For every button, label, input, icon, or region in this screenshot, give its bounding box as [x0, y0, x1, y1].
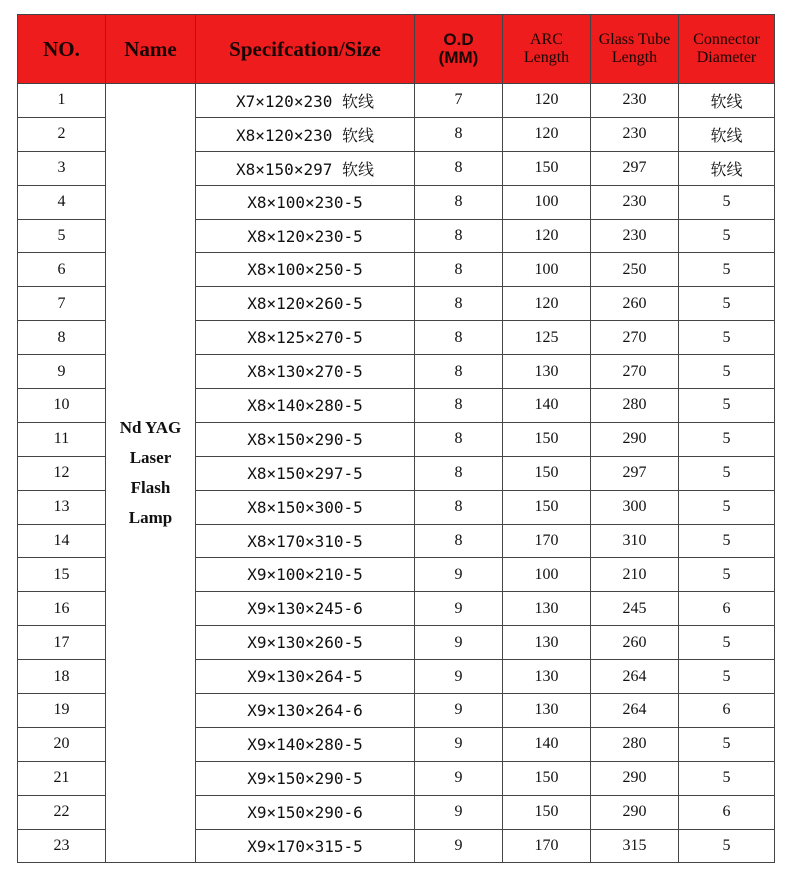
- cell-glass-tube-length: 250: [591, 253, 679, 287]
- cell-glass-tube-length: 280: [591, 389, 679, 423]
- cell-connector-diameter: 软线: [679, 151, 775, 185]
- cell-glass-tube-length: 297: [591, 456, 679, 490]
- cell-od: 8: [415, 253, 503, 287]
- cell-no: 3: [18, 151, 106, 185]
- product-name-line1: Nd YAG: [119, 418, 182, 438]
- cell-od: 9: [415, 829, 503, 863]
- header-od-line1: O.D: [443, 30, 474, 50]
- header-conn-line1: Connector: [693, 31, 760, 49]
- cell-connector-diameter: 5: [679, 558, 775, 592]
- cell-connector-diameter: 5: [679, 660, 775, 694]
- cell-connector-diameter: 5: [679, 422, 775, 456]
- cell-connector-diameter: 5: [679, 524, 775, 558]
- cell-no: 12: [18, 456, 106, 490]
- cell-glass-tube-length: 264: [591, 694, 679, 728]
- cell-no: 5: [18, 219, 106, 253]
- cell-arc-length: 150: [503, 422, 591, 456]
- cell-connector-diameter: 软线: [679, 117, 775, 151]
- header-od-line2: (MM): [438, 48, 479, 67]
- cell-od: 8: [415, 117, 503, 151]
- cell-glass-tube-length: 230: [591, 84, 679, 118]
- cell-od: 8: [415, 389, 503, 423]
- cell-no: 11: [18, 422, 106, 456]
- header-spec: Specifcation/Size: [196, 15, 415, 84]
- cell-arc-length: 120: [503, 84, 591, 118]
- cell-connector-diameter: 5: [679, 626, 775, 660]
- cell-arc-length: 150: [503, 490, 591, 524]
- cell-glass-tube-length: 230: [591, 117, 679, 151]
- cell-od: 8: [415, 287, 503, 321]
- cell-no: 21: [18, 761, 106, 795]
- cell-od: 8: [415, 524, 503, 558]
- header-name: Name: [106, 15, 196, 84]
- cell-no: 4: [18, 185, 106, 219]
- cell-no: 7: [18, 287, 106, 321]
- cell-glass-tube-length: 230: [591, 219, 679, 253]
- cell-arc-length: 100: [503, 558, 591, 592]
- cell-od: 8: [415, 456, 503, 490]
- cell-no: 2: [18, 117, 106, 151]
- cell-spec: X8×140×280-5: [196, 389, 415, 423]
- cell-arc-length: 150: [503, 456, 591, 490]
- product-name-cell: [106, 84, 196, 863]
- cell-od: 9: [415, 694, 503, 728]
- cell-arc-length: 120: [503, 287, 591, 321]
- cell-spec: X9×100×210-5: [196, 558, 415, 592]
- flash-lamp-spec-table: [17, 14, 775, 863]
- cell-arc-length: 120: [503, 219, 591, 253]
- header-no: NO.: [18, 15, 106, 84]
- cell-spec: X8×125×270-5: [196, 321, 415, 355]
- cell-glass-tube-length: 290: [591, 795, 679, 829]
- product-name-line3: Flash: [130, 478, 171, 498]
- table-row: [18, 84, 775, 118]
- header-arc-line1: ARC: [530, 31, 563, 49]
- cell-connector-diameter: 6: [679, 592, 775, 626]
- cell-connector-diameter: 6: [679, 694, 775, 728]
- cell-od: 9: [415, 761, 503, 795]
- cell-connector-diameter: 5: [679, 185, 775, 219]
- cell-connector-diameter: 5: [679, 219, 775, 253]
- cell-no: 9: [18, 355, 106, 389]
- header-arc-length: [503, 15, 591, 84]
- cell-connector-diameter: 5: [679, 253, 775, 287]
- cell-spec: X8×130×270-5: [196, 355, 415, 389]
- cell-connector-diameter: 5: [679, 355, 775, 389]
- header-conn-line2: Diameter: [696, 49, 757, 66]
- cell-connector-diameter: 5: [679, 829, 775, 863]
- cell-connector-diameter: 5: [679, 287, 775, 321]
- cell-glass-tube-length: 297: [591, 151, 679, 185]
- cell-no: 1: [18, 84, 106, 118]
- header-od: [415, 15, 503, 84]
- cell-spec: X8×120×230-5: [196, 219, 415, 253]
- cell-no: 20: [18, 727, 106, 761]
- cell-spec: X8×150×297 软线: [196, 151, 415, 185]
- cell-od: 8: [415, 490, 503, 524]
- cell-arc-length: 130: [503, 694, 591, 728]
- cell-glass-tube-length: 280: [591, 727, 679, 761]
- cell-connector-diameter: 5: [679, 761, 775, 795]
- cell-spec: X9×130×264-6: [196, 694, 415, 728]
- cell-od: 9: [415, 660, 503, 694]
- cell-glass-tube-length: 300: [591, 490, 679, 524]
- cell-glass-tube-length: 260: [591, 626, 679, 660]
- cell-glass-tube-length: 290: [591, 422, 679, 456]
- cell-arc-length: 170: [503, 524, 591, 558]
- cell-arc-length: 140: [503, 727, 591, 761]
- cell-no: 13: [18, 490, 106, 524]
- header-connector-diameter: [679, 15, 775, 84]
- cell-arc-length: 120: [503, 117, 591, 151]
- cell-glass-tube-length: 264: [591, 660, 679, 694]
- cell-connector-diameter: 软线: [679, 84, 775, 118]
- cell-no: 14: [18, 524, 106, 558]
- cell-arc-length: 100: [503, 253, 591, 287]
- cell-spec: X8×100×230-5: [196, 185, 415, 219]
- cell-spec: X9×150×290-5: [196, 761, 415, 795]
- cell-arc-length: 150: [503, 151, 591, 185]
- cell-od: 9: [415, 592, 503, 626]
- cell-spec: X8×100×250-5: [196, 253, 415, 287]
- cell-arc-length: 150: [503, 761, 591, 795]
- header-glass-line1: Glass Tube: [598, 31, 671, 49]
- cell-spec: X8×150×290-5: [196, 422, 415, 456]
- cell-arc-length: 140: [503, 389, 591, 423]
- cell-od: 8: [415, 422, 503, 456]
- cell-glass-tube-length: 315: [591, 829, 679, 863]
- cell-od: 8: [415, 151, 503, 185]
- cell-connector-diameter: 5: [679, 456, 775, 490]
- cell-arc-length: 130: [503, 355, 591, 389]
- cell-glass-tube-length: 245: [591, 592, 679, 626]
- cell-od: 8: [415, 321, 503, 355]
- cell-arc-length: 125: [503, 321, 591, 355]
- cell-od: 9: [415, 558, 503, 592]
- cell-no: 16: [18, 592, 106, 626]
- cell-no: 8: [18, 321, 106, 355]
- cell-od: 8: [415, 355, 503, 389]
- cell-connector-diameter: 5: [679, 389, 775, 423]
- cell-spec: X9×140×280-5: [196, 727, 415, 761]
- cell-spec: X7×120×230 软线: [196, 84, 415, 118]
- header-row: [18, 15, 775, 84]
- header-glass-tube-length: [591, 15, 679, 84]
- cell-no: 10: [18, 389, 106, 423]
- cell-od: 9: [415, 626, 503, 660]
- header-arc-line2: Length: [523, 49, 570, 66]
- cell-no: 15: [18, 558, 106, 592]
- cell-arc-length: 130: [503, 592, 591, 626]
- cell-connector-diameter: 5: [679, 727, 775, 761]
- cell-glass-tube-length: 230: [591, 185, 679, 219]
- cell-glass-tube-length: 260: [591, 287, 679, 321]
- cell-spec: X8×150×297-5: [196, 456, 415, 490]
- cell-no: 22: [18, 795, 106, 829]
- cell-spec: X9×130×245-6: [196, 592, 415, 626]
- cell-glass-tube-length: 210: [591, 558, 679, 592]
- cell-arc-length: 150: [503, 795, 591, 829]
- cell-arc-length: 100: [503, 185, 591, 219]
- cell-glass-tube-length: 310: [591, 524, 679, 558]
- cell-glass-tube-length: 290: [591, 761, 679, 795]
- product-name-line4: Lamp: [128, 508, 173, 528]
- header-glass-line2: Length: [611, 49, 658, 66]
- cell-spec: X8×170×310-5: [196, 524, 415, 558]
- cell-spec: X9×130×264-5: [196, 660, 415, 694]
- cell-connector-diameter: 5: [679, 321, 775, 355]
- cell-od: 8: [415, 219, 503, 253]
- cell-no: 6: [18, 253, 106, 287]
- cell-spec: X9×130×260-5: [196, 626, 415, 660]
- cell-spec: X8×120×260-5: [196, 287, 415, 321]
- table-body: [18, 84, 775, 863]
- cell-glass-tube-length: 270: [591, 321, 679, 355]
- cell-no: 17: [18, 626, 106, 660]
- cell-spec: X8×150×300-5: [196, 490, 415, 524]
- cell-spec: X8×120×230 软线: [196, 117, 415, 151]
- cell-arc-length: 170: [503, 829, 591, 863]
- cell-od: 9: [415, 795, 503, 829]
- cell-connector-diameter: 6: [679, 795, 775, 829]
- cell-no: 18: [18, 660, 106, 694]
- cell-spec: X9×170×315-5: [196, 829, 415, 863]
- cell-no: 23: [18, 829, 106, 863]
- cell-od: 8: [415, 185, 503, 219]
- cell-arc-length: 130: [503, 626, 591, 660]
- cell-spec: X9×150×290-6: [196, 795, 415, 829]
- cell-no: 19: [18, 694, 106, 728]
- product-name-line2: Laser: [129, 448, 172, 468]
- cell-connector-diameter: 5: [679, 490, 775, 524]
- cell-od: 9: [415, 727, 503, 761]
- cell-od: 7: [415, 84, 503, 118]
- cell-glass-tube-length: 270: [591, 355, 679, 389]
- cell-arc-length: 130: [503, 660, 591, 694]
